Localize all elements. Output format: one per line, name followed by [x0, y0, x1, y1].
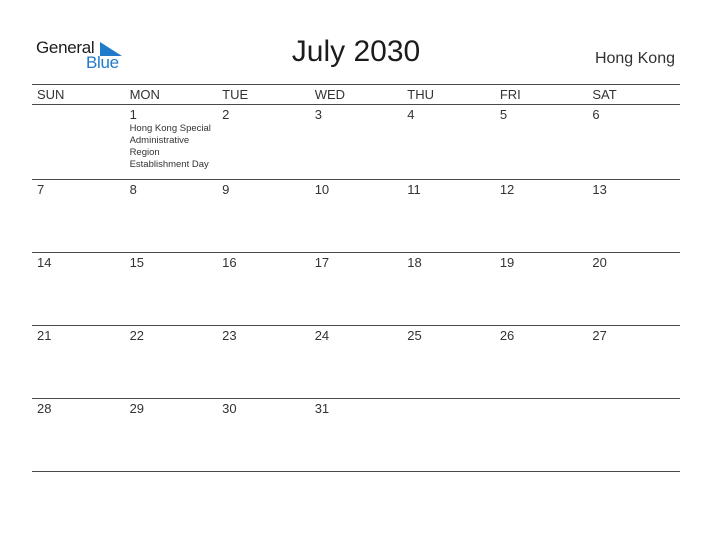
day-cell: [217, 253, 310, 325]
weekday-header-thu: THU: [407, 87, 434, 102]
day-number: 1: [129, 107, 137, 122]
day-number: 16: [222, 255, 237, 270]
day-cell: [495, 326, 588, 398]
day-cell: [402, 399, 495, 471]
day-number: 28: [37, 401, 52, 416]
region-label: Hong Kong: [594, 50, 675, 67]
day-cell: [125, 326, 218, 398]
calendar-week-row: [32, 253, 680, 326]
day-number: 15: [129, 255, 145, 270]
weekday-header-tue: TUE: [222, 87, 249, 102]
day-number: 31: [314, 401, 330, 416]
day-number: 17: [314, 255, 330, 270]
day-number: 14: [37, 255, 52, 270]
day-number: 2: [222, 107, 230, 122]
logo-text-general: General: [36, 38, 95, 57]
day-cell: [32, 180, 125, 252]
day-cell: [495, 180, 588, 252]
weekday-header-wed: WED: [314, 87, 346, 102]
calendar-week-row: [32, 399, 680, 472]
day-cell: [587, 180, 680, 252]
day-cell: [495, 105, 588, 179]
day-number: 7: [37, 182, 45, 197]
calendar-grid: [32, 84, 680, 472]
day-number: 4: [407, 107, 415, 122]
day-cell: [310, 180, 403, 252]
calendar-weeks: [32, 105, 680, 472]
day-cell: [32, 326, 125, 398]
day-cell: [587, 399, 680, 471]
day-number: 23: [222, 328, 237, 343]
day-cell: [32, 399, 125, 471]
day-cell: [495, 253, 588, 325]
day-number: 13: [592, 182, 607, 197]
day-cell: [402, 180, 495, 252]
calendar-week-row: [32, 180, 680, 253]
day-cell: [587, 253, 680, 325]
day-number: 6: [592, 107, 600, 122]
day-cell: [310, 399, 403, 471]
weekday-header-sat: SAT: [592, 87, 617, 102]
calendar-week-row: [32, 326, 680, 399]
day-number: 30: [222, 401, 237, 416]
day-cell: [402, 253, 495, 325]
day-cell: [310, 326, 403, 398]
day-number: 8: [129, 182, 137, 197]
day-number: 26: [499, 328, 515, 343]
day-cell: [125, 105, 218, 179]
day-number: 25: [407, 328, 422, 343]
day-cell: [217, 399, 310, 471]
day-cell: [495, 399, 588, 471]
holiday-label: Hong Kong Special Administrative Region Establishment Day: [129, 123, 211, 170]
weekday-header-mon: MON: [129, 87, 160, 102]
day-number: 20: [592, 255, 607, 270]
day-cell: [587, 326, 680, 398]
day-number: 12: [499, 182, 515, 197]
day-cell: [32, 253, 125, 325]
day-cell: [402, 326, 495, 398]
day-cell: [125, 180, 218, 252]
day-number: 27: [592, 328, 607, 343]
day-number: 18: [407, 255, 422, 270]
day-cell: [217, 105, 310, 179]
day-cell: [217, 180, 310, 252]
calendar-title: July 2030: [291, 35, 421, 68]
day-number: 21: [37, 328, 52, 343]
day-number: 29: [129, 401, 145, 416]
day-cell: [125, 399, 218, 471]
weekday-header-row: [32, 84, 680, 105]
day-cell: [32, 105, 125, 179]
weekday-header-sun: SUN: [37, 87, 65, 102]
day-cell: [310, 253, 403, 325]
day-cell: [587, 105, 680, 179]
day-cell: [402, 105, 495, 179]
logo-text-blue: Blue: [86, 53, 119, 72]
day-number: 11: [407, 182, 421, 197]
day-cell: [310, 105, 403, 179]
day-number: 3: [314, 107, 322, 122]
day-number: 9: [222, 182, 230, 197]
day-number: 5: [499, 107, 508, 122]
calendar-week-row: [32, 105, 680, 180]
day-number: 22: [129, 328, 145, 343]
day-number: 10: [314, 182, 330, 197]
day-cell: [217, 326, 310, 398]
day-number: 19: [499, 255, 515, 270]
day-number: 24: [314, 328, 330, 343]
day-cell: [125, 253, 218, 325]
weekday-header-fri: FRI: [499, 87, 521, 102]
